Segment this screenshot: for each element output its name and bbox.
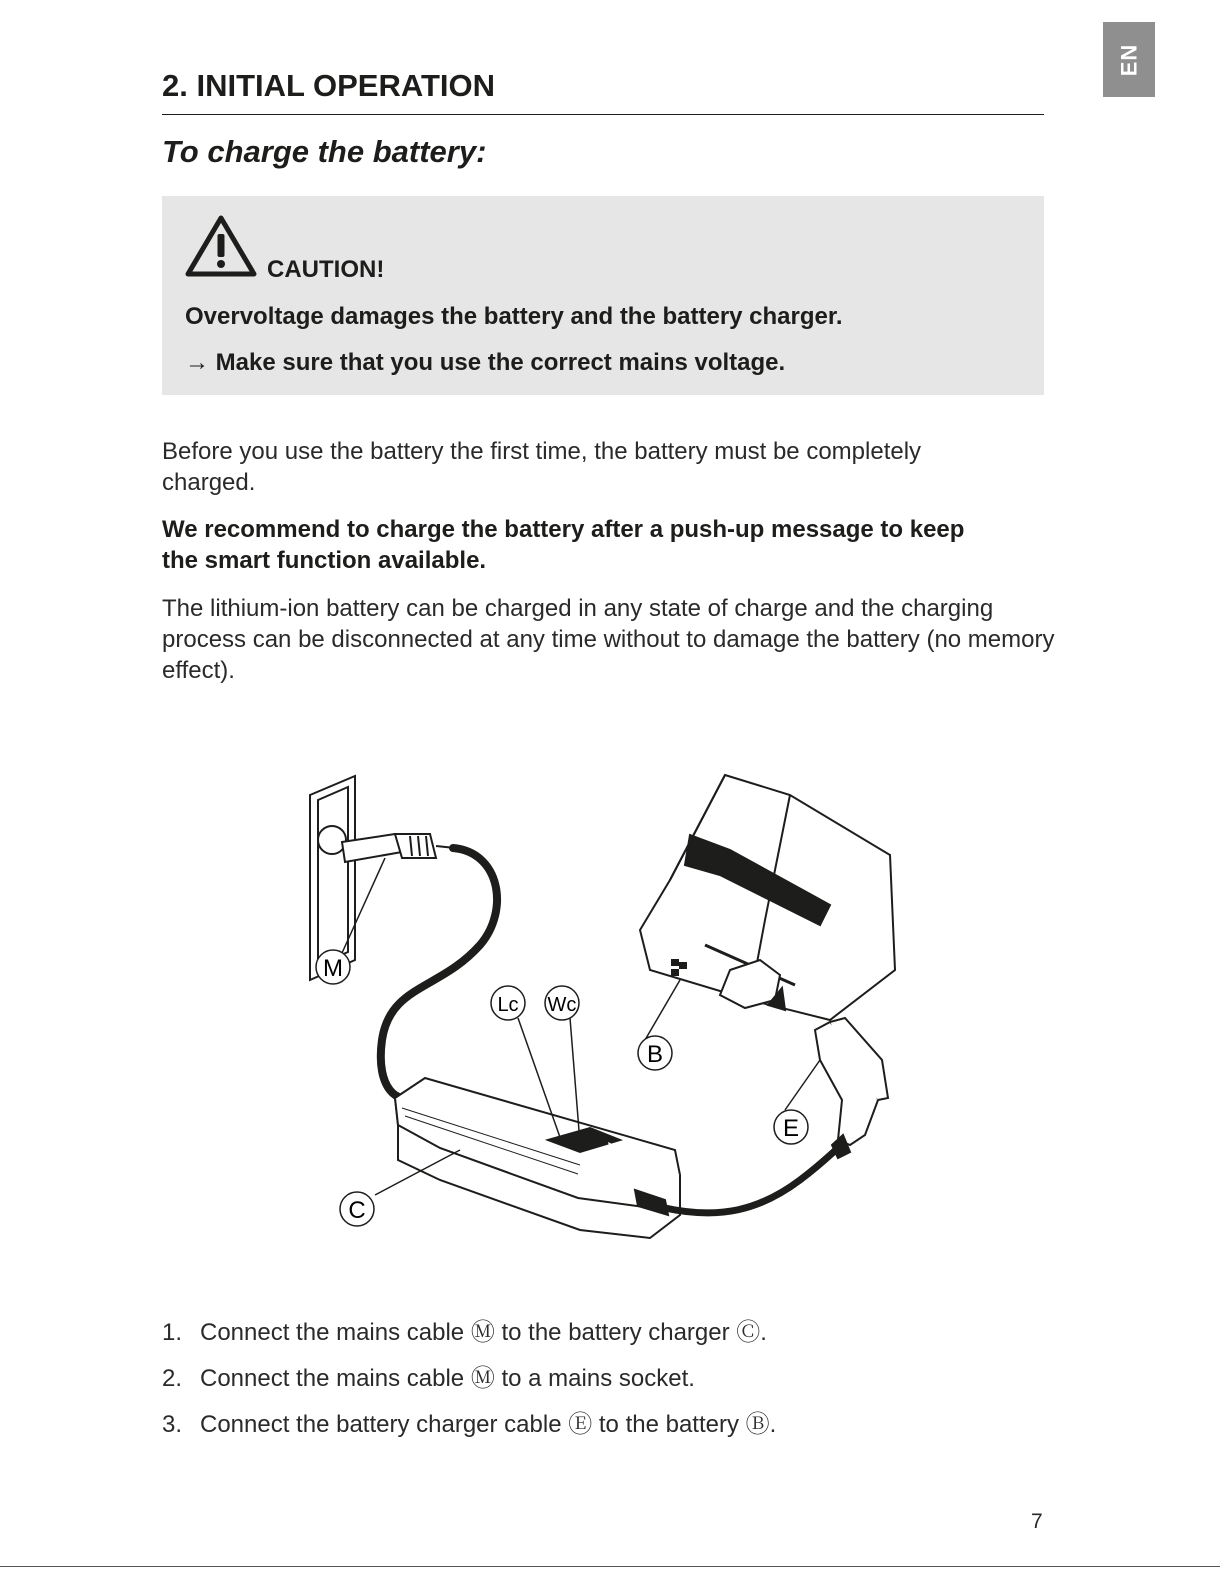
label-e — [774, 1110, 808, 1144]
svg-text:M: M — [323, 955, 343, 982]
charger-cable — [665, 1148, 838, 1213]
step-item — [162, 1362, 776, 1408]
bottom-divider — [0, 1566, 1220, 1567]
paragraph-recommendation: We recommend to charge the battery after a push-up message to keep the smart function available. — [162, 516, 965, 574]
caution-heading: CAUTION! — [267, 256, 385, 283]
label-c — [340, 1192, 374, 1226]
caution-warning-text: Overvoltage damages the battery and the battery charger. — [185, 303, 843, 330]
warning-triangle-icon — [185, 214, 257, 278]
mains-plug — [342, 834, 455, 862]
section-title: 2. INITIAL OPERATION — [162, 68, 1044, 115]
caution-instruction-text: → Make sure that you use the correct mains voltage. — [185, 349, 786, 376]
charger-plug — [815, 1018, 888, 1158]
charging-illustration — [290, 760, 930, 1260]
step-number: 3. — [162, 1411, 183, 1438]
instruction-steps — [162, 1316, 776, 1454]
svg-text:E: E — [782, 1115, 800, 1142]
page-number: 7 — [1031, 1510, 1043, 1533]
subtitle: To charge the battery: — [162, 134, 487, 169]
step-text: Connect the mains cable Ⓜ to a mains socket. — [200, 1365, 695, 1392]
label-m — [316, 950, 350, 984]
language-tab-label: EN — [1116, 43, 1141, 76]
caution-box — [162, 196, 1044, 395]
label-lc — [491, 986, 525, 1020]
step-number: 1. — [162, 1319, 183, 1346]
svg-text:Wc: Wc — [547, 994, 577, 1016]
label-b — [638, 1036, 672, 1070]
step-text: Connect the mains cable Ⓜ to the battery charger Ⓒ. — [200, 1319, 767, 1346]
step-number: 2. — [162, 1365, 183, 1392]
step-text: Connect the battery charger cable Ⓔ to the battery Ⓑ. — [200, 1411, 777, 1438]
paragraph-first-use: Before you use the battery the first time, the battery must be completely charged. — [162, 438, 922, 496]
step-item — [162, 1408, 776, 1454]
battery-charger — [395, 1078, 680, 1238]
svg-text:B: B — [646, 1041, 664, 1068]
svg-text:C: C — [348, 1197, 366, 1224]
language-tab — [1103, 22, 1155, 97]
label-wc — [545, 986, 579, 1020]
svg-text:Lc: Lc — [497, 994, 519, 1016]
step-item — [162, 1316, 776, 1362]
paragraph-lithium-ion: The lithium-ion battery can be charged in any state of charge and the charging process can be disconnected at any time without to damage the battery (no memory effect). — [162, 595, 1055, 684]
mains-cable — [381, 848, 497, 1098]
